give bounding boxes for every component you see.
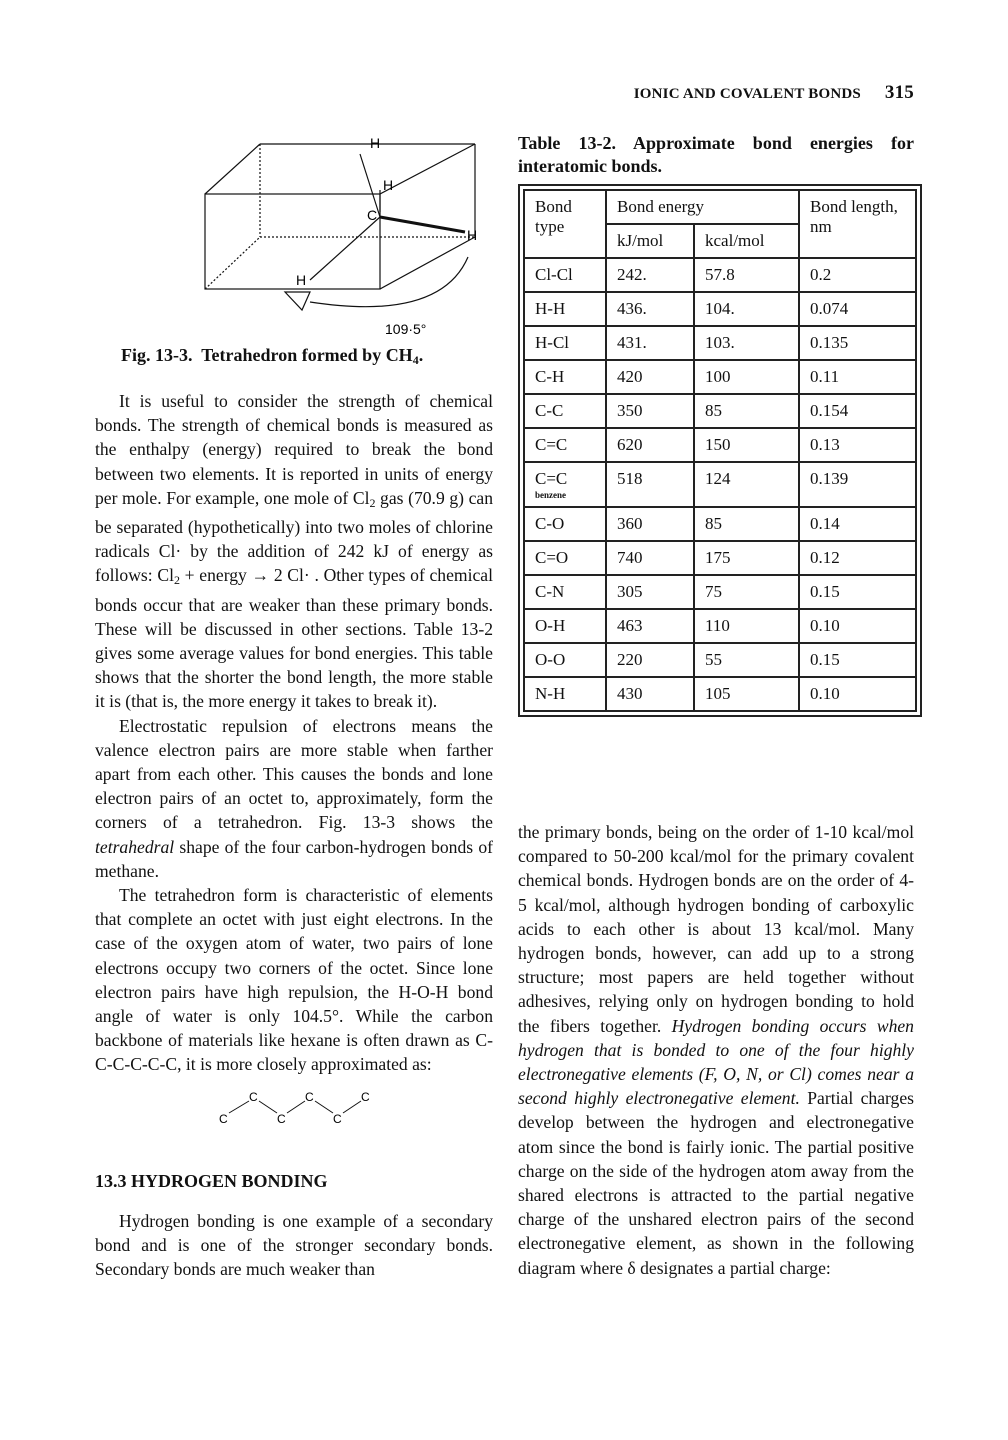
right-body [518, 820, 914, 1280]
cell-kj [606, 360, 694, 394]
cell-kj-text: 436. [617, 299, 647, 318]
cell-kj-text: 420 [617, 367, 643, 386]
text-run: shape of the four carbon-hydrogen bonds of methane. [95, 836, 493, 881]
cell-bond-type [524, 394, 606, 428]
cell-kj-text: 305 [617, 582, 643, 601]
cell-bond-type [524, 507, 606, 541]
cell-bond-type [524, 462, 606, 507]
header-bond-type: Bond type [524, 190, 606, 258]
cell-length-text: 0.135 [810, 333, 849, 352]
subscript: 2 [173, 573, 180, 588]
table-row [524, 462, 916, 507]
cell-kj-text: 360 [617, 514, 643, 533]
text-run: Hydrogen bonding is one example of a secondary bond and is one of the stronger secondary bonds. Secondary bonds are much weaker than [95, 1210, 493, 1280]
cell-length [799, 677, 916, 711]
cell-bond-type-text: C=C [535, 435, 568, 454]
running-title: IONIC AND COVALENT BONDS [633, 86, 861, 102]
cell-bond-type-text: C-N [535, 582, 565, 601]
table-row [524, 258, 916, 292]
cell-length [799, 428, 916, 462]
cell-kj-text: 620 [617, 435, 643, 454]
cell-bond-type [524, 360, 606, 394]
chain-atom: C [277, 1111, 286, 1126]
arc-arrowhead [285, 292, 310, 310]
cell-kcal [694, 292, 799, 326]
cell-kcal [694, 507, 799, 541]
text-run: gas (70.9 g) can be separated (hypothetically) into two moles of chlorine radicals Cl· by the addition of 242 kJ of energy as follows: Cl [95, 487, 494, 586]
cell-kj [606, 258, 694, 292]
cell-length-text: 0.15 [810, 650, 840, 669]
angle-arc [310, 257, 468, 307]
cube-edge [205, 144, 260, 194]
label-c: C [367, 207, 378, 223]
paragraph [95, 389, 493, 714]
cell-kcal [694, 575, 799, 609]
table-row [524, 292, 916, 326]
cell-kj-text: 463 [617, 616, 643, 635]
cell-bond-type-text: C=C [535, 469, 568, 488]
cube-edge [380, 237, 475, 289]
cell-kj-text: 350 [617, 401, 643, 420]
caption-prefix: Fig. 13-3. [121, 345, 193, 365]
paragraph [95, 883, 493, 1077]
cell-kcal [694, 360, 799, 394]
cell-kj [606, 575, 694, 609]
cell-kcal-text: 104. [705, 299, 735, 318]
cell-kcal-text: 103. [705, 333, 735, 352]
cube-hidden-edge [205, 237, 260, 289]
cell-kcal-text: 100 [705, 367, 731, 386]
bond-to-left-h [310, 217, 380, 280]
left-column [95, 132, 493, 1282]
text-run: Electrostatic repulsion of electrons means the valence electron pairs are more stable when farther apart from each other. This causes the bonds and lone electron pairs of an octet to, approximately, form the corners of a tetrahedron. Fig. 13-3 shows the [95, 715, 493, 833]
label-h-inner: H [383, 177, 394, 193]
text-run: It is useful to consider the strength of chemical bonds. The strength of chemical bonds is measured as the enthalpy (energy) required to break the bond between two elements. It is reported in units of energy per mole. For example, one mole of Cl [95, 391, 493, 508]
table-row [524, 575, 916, 609]
cell-length [799, 507, 916, 541]
cell-kj-text: 431. [617, 333, 647, 352]
cell-bond-type-text: H-H [535, 299, 566, 318]
cell-kj-text: 220 [617, 650, 643, 669]
table-row [524, 428, 916, 462]
table-row [524, 541, 916, 575]
cell-kj [606, 428, 694, 462]
cell-kcal-text: 75 [705, 582, 722, 601]
cell-length [799, 575, 916, 609]
cell-bond-type-text: C-O [535, 514, 565, 533]
cell-kcal-text: 175 [705, 548, 731, 567]
cell-length [799, 326, 916, 360]
label-angle: 109·5° [385, 321, 427, 337]
table-row [524, 326, 916, 360]
zigzag-carbon-chain [215, 1087, 375, 1127]
cell-kcal [694, 609, 799, 643]
cell-bond-type [524, 541, 606, 575]
cell-kcal [694, 541, 799, 575]
paragraph [518, 820, 914, 1280]
cell-length-text: 0.074 [810, 299, 849, 318]
cell-kcal [694, 643, 799, 677]
cell-kcal [694, 677, 799, 711]
cell-length [799, 292, 916, 326]
cell-kj-text: 740 [617, 548, 643, 567]
cell-bond-type [524, 428, 606, 462]
header-bond-energy: Bond energy [606, 190, 799, 224]
cell-kj [606, 643, 694, 677]
cell-length-text: 0.139 [810, 469, 849, 488]
cell-bond-type [524, 292, 606, 326]
header-bond-length: Bond length, nm [799, 190, 916, 258]
cell-length [799, 643, 916, 677]
table-row [524, 507, 916, 541]
cell-kcal-text: 110 [705, 616, 730, 635]
section-heading: 13.3 HYDROGEN BONDING [95, 1170, 328, 1191]
cell-length [799, 394, 916, 428]
cell-kcal-text: 105 [705, 684, 731, 703]
cell-kj [606, 541, 694, 575]
cell-kcal-text: 85 [705, 401, 722, 420]
cell-length-text: 0.2 [810, 265, 832, 284]
bond-energy-table [518, 184, 922, 717]
cell-bond-type-text: O-O [535, 650, 566, 669]
table-row [524, 360, 916, 394]
cell-kcal-text: 150 [705, 435, 731, 454]
cell-length-text: 0.10 [810, 616, 840, 635]
cell-bond-type-text: C-H [535, 367, 565, 386]
figure-caption [121, 345, 423, 368]
cell-bond-type [524, 609, 606, 643]
cell-length-text: 0.14 [810, 514, 840, 533]
table-row [524, 394, 916, 428]
cell-bond-type-text: Cl-Cl [535, 265, 573, 284]
cell-bond-type-text: N-H [535, 684, 566, 703]
cell-kj-text: 430 [617, 684, 643, 703]
cell-kcal-text: 124 [705, 469, 731, 488]
header-kj: kJ/mol [606, 224, 694, 258]
cell-kj [606, 677, 694, 711]
cell-length-text: 0.10 [810, 684, 840, 703]
text-run: + energy → 2 Cl· . Other types of chemical bonds occur that are weaker than these primary bonds. These will be discussed in other sections. Table 13-2 gives some average values for bond energies. This table shows that the shorter the bond length, the more stable it is (that is, the more energy it takes to break it). [95, 565, 493, 712]
cell-bond-type [524, 575, 606, 609]
emphasis: tetrahedral [95, 836, 175, 857]
cell-kj [606, 292, 694, 326]
text-run: The tetrahedron form is characteristic of elements that complete an octet with just eight electrons. In the case of the oxygen atom of water, two pairs of lone electrons occupy two corners of the octet. Since lone electron pairs have high repulsion, the H-O-H bond angle of water is only 104.5°. While the carbon backbone of materials like hexane is often drawn as C-C-C-C-C-C, it is more closely approximated as: [95, 885, 493, 1075]
label-h-right: H [467, 227, 478, 243]
cell-kj [606, 507, 694, 541]
cell-bond-type-text: C-C [535, 401, 564, 420]
label-h-left: H [296, 272, 307, 288]
cell-bond-type-text: H-Cl [535, 333, 569, 352]
text-run: Partial charges develop between the hydrogen and electronegative atom since the bond is fairly ionic. The partial positive charge on the side of the hydrogen atom away from the shared electrons is attracted to the partial negative charge of the unshared electron pairs of the second electronegative element, as shown in the following diagram where δ designates a partial charge: [518, 1088, 914, 1278]
cell-length [799, 360, 916, 394]
chain-atom: C [305, 1089, 314, 1104]
page-number: 315 [884, 82, 914, 103]
emphasis: Hydrogen bonding occurs when hydrogen that is bonded to one of the four highly electronegative elements (F, O, N, or Cl) comes near a second highly electronegative element. [518, 1015, 914, 1109]
chain-atom: C [219, 1111, 228, 1126]
tetrahedron-diagram [190, 132, 490, 337]
cell-length-text: 0.12 [810, 548, 840, 567]
cell-bond-type [524, 643, 606, 677]
chain-atom: C [333, 1111, 342, 1126]
cell-kj [606, 462, 694, 507]
cell-kcal [694, 462, 799, 507]
cell-kcal-text: 55 [705, 650, 722, 669]
cell-length [799, 462, 916, 507]
table-title: Table 13-2. Approximate bond energies for interatomic bonds. [518, 133, 914, 176]
cell-kcal [694, 258, 799, 292]
caption-end: . [418, 345, 424, 365]
paragraph [95, 1209, 493, 1282]
cell-length-text: 0.15 [810, 582, 840, 601]
cell-kj [606, 394, 694, 428]
cell-bond-type [524, 326, 606, 360]
cell-length-text: 0.11 [810, 367, 840, 386]
cell-length [799, 258, 916, 292]
header-kcal: kcal/mol [694, 224, 799, 258]
text-run: the primary bonds, being on the order of 1-10 kcal/mol compared to 50-200 kcal/mol for the primary covalent chemical bonds. Hydrogen bonds are on the order of 4-5 kcal/mol, although hydrogen bonding of carboxylic acids to each other is about 13 kcal/mol. Many hydrogen bonds, however, can add up to a strong structure; most papers are held together without adhesives, relying only on hydrogen bonding to hold the fibers together. [518, 822, 914, 1036]
table-row [524, 609, 916, 643]
table-row [524, 643, 916, 677]
cell-kj [606, 326, 694, 360]
label-h-top: H [370, 135, 381, 151]
caption-text: Tetrahedron formed by CH [201, 345, 413, 365]
cell-kcal-text: 57.8 [705, 265, 735, 284]
cell-kj-text: 518 [617, 469, 643, 488]
cell-kj-text: 242. [617, 265, 647, 284]
cell-length-text: 0.154 [810, 401, 849, 420]
cell-kcal [694, 326, 799, 360]
cell-kcal [694, 394, 799, 428]
cell-bond-type-text: C=O [535, 548, 569, 567]
bond-to-right-h [380, 217, 465, 232]
cube-edge [380, 144, 475, 194]
figure-13-3 [95, 132, 493, 367]
paragraph [95, 714, 493, 883]
cell-bond-type [524, 258, 606, 292]
cell-bond-type [524, 677, 606, 711]
chain-atom: C [249, 1089, 258, 1104]
cell-kj [606, 609, 694, 643]
cell-note: benzene [535, 490, 566, 500]
cell-length [799, 609, 916, 643]
cell-length-text: 0.13 [810, 435, 840, 454]
left-body [95, 389, 493, 1282]
running-header [634, 82, 914, 104]
cell-bond-type-text: O-H [535, 616, 566, 635]
cell-kcal-text: 85 [705, 514, 722, 533]
caption-subscript: 4 [412, 353, 419, 367]
cell-kcal [694, 428, 799, 462]
table-row [524, 677, 916, 711]
cube-front-face [205, 194, 380, 289]
cell-length [799, 541, 916, 575]
chain-atom: C [361, 1089, 370, 1104]
subscript: 2 [369, 495, 376, 510]
